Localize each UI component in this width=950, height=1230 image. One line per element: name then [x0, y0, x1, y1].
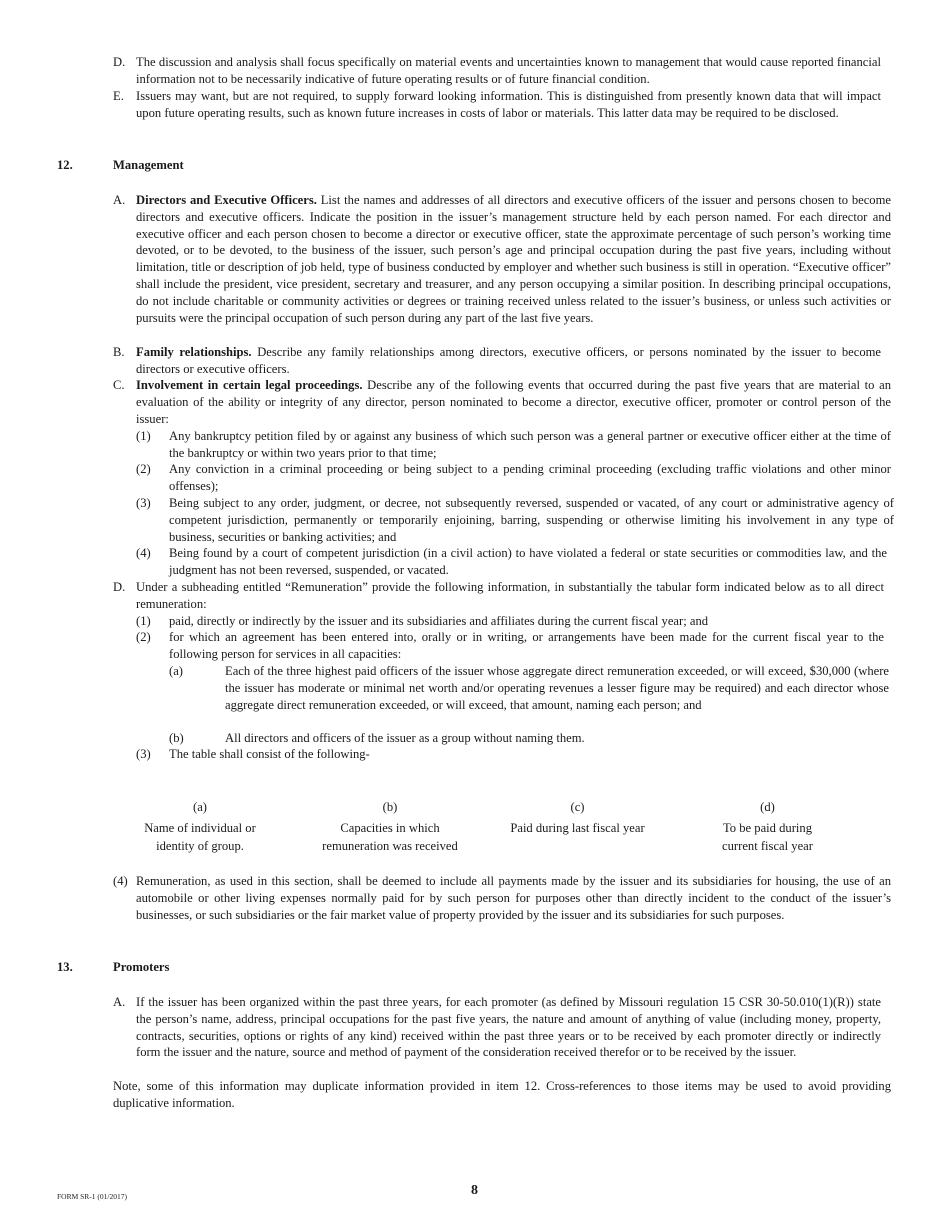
s12-d-item-2a-text: Each of the three highest paid officers of the issuer whose aggregate direct remuneration exceeded, or will exceed, $30,000 (where the issuer has moderate or minimal net worth and/or operating revenues a lesser figure may be required) and each director whose aggregate direct remuneration exceeded, or will exceed, that amount, naming each person; and	[225, 664, 889, 712]
s12-d-item-1-text: paid, directly or indirectly by the issuer and its subsidiaries and affiliates during the current fiscal year; and	[169, 614, 709, 628]
section-12-number: 12.	[57, 158, 73, 172]
section-13-title: Promoters	[113, 960, 170, 974]
s12-d-item-2b-text: All directors and officers of the issuer as a group without naming them.	[225, 731, 585, 745]
s12-c-item-2-text: Any conviction in a criminal proceeding or being subject to a pending criminal proceeding (excluding traffic violations and other minor offenses);	[169, 462, 891, 493]
s12-d-item-3-label: (3)	[136, 747, 151, 761]
table-column-d-line1: To be paid during	[722, 820, 812, 835]
table-column-a	[120, 799, 280, 854]
s12-d-item-3-text: The table shall consist of the following-	[169, 747, 370, 761]
s12-d-item-2-label: (2)	[136, 630, 151, 644]
s12-c-heading: Involvement in certain legal proceedings.	[136, 378, 363, 392]
s13-note: Note, some of this information may duplicate information provided in item 12. Cross-references to those items may be used to avoid providing duplicative information.	[113, 1079, 891, 1110]
table-column-b-line1: Capacities in which	[340, 820, 440, 835]
para-e-label: E.	[113, 89, 124, 103]
s12-d-label: D.	[113, 580, 126, 594]
section-12-title: Management	[113, 158, 184, 172]
s12-a-paragraph	[136, 192, 891, 326]
table-column-a-line1: Name of individual or	[144, 820, 256, 835]
s12-c-item-2-label: (2)	[136, 462, 151, 476]
para-e-text: Issuers may want, but are not required, to supply forward looking information. This is distinguished from presently known data that will impact upon future operating results, such as known future increases in costs of labor or materials. This latter data may be required to be disclosed.	[136, 89, 881, 120]
s12-c-item-4-label: (4)	[136, 546, 151, 560]
table-column-c-letter: (c)	[570, 800, 585, 814]
s12-d-item-4-text: Remuneration, as used in this section, shall be deemed to include all payments made by the issuer and its subsidiaries for housing, the use of an automobile or other living expenses normally paid for by such person for purposes other than directly incident to the conduct of the issuer’s businesses, or such subsidiaries or the fair market value of property provided by the issuer and its subsidiaries for such purposes.	[136, 874, 891, 922]
table-column-b-line2: remuneration was received	[322, 838, 458, 853]
table-column-d-letter: (d)	[760, 800, 775, 814]
s12-d-text: Under a subheading entitled “Remuneration” provide the following information, in substantially the tabular form indicated below as to all direct remuneration:	[136, 580, 884, 611]
s12-c-item-3-text: Being subject to any order, judgment, or decree, not subsequently reversed, suspended or vacated, of any court or administrative agency of competent jurisdiction, permanently or temporarily enjoining, barring, suspending or otherwise limiting his involvement in any type of business, securities or banking activities; and	[169, 496, 894, 544]
table-column-a-line2: identity of group.	[156, 838, 244, 853]
s12-d-item-2-text: for which an agreement has been entered into, orally or in writing, or arrangements have been made for the current fiscal year to the following person for services in all capacities:	[169, 630, 884, 661]
s12-d-item-2b-label: (b)	[169, 731, 184, 745]
s12-c-item-3-label: (3)	[136, 496, 151, 510]
s12-c-item-4-text: Being found by a court of competent jurisdiction (in a civil action) to have violated a federal or state securities or commodities law, and the judgment has not been reversed, suspended, or vacated.	[169, 546, 887, 577]
s12-b-heading: Family relationships.	[136, 345, 252, 359]
s13-a-label: A.	[113, 995, 126, 1009]
s12-a-text: List the names and addresses of all directors and executive officers of the issuer and persons chosen to become directors and executive officers. Indicate the position in the issuer’s management structure held by each person named. For each director and executive officer and each person chosen to become a director or executive officer, state the approximate percentage of such person’s working time devoted, or to be devoted, to the business of the issuer, such person’s age and principal occupation during the past five years, including without limitation, title or description of job held, type of business conducted by employer and whether such business is still in operation. “Executive officer” shall include the president, vice president, secretary and treasurer, and any person occupying a similar position. In describing principal occupations, do not include charitable or community activities or degrees or training received unless related to the issuer’s business, or unless such activities or pursuits were the principal occupation of such person during any part of the last five years.	[136, 193, 891, 325]
para-d-label: D.	[113, 55, 126, 69]
table-column-c	[490, 799, 665, 838]
s12-b-text: Describe any family relationships among directors, executive officers, or persons nominated by the issuer to become directors or executive officers.	[136, 345, 882, 376]
s12-d-item-1-label: (1)	[136, 614, 151, 628]
s12-c-item-1-text: Any bankruptcy petition filed by or against any business of which such person was a general partner or executive officer either at the time of the bankruptcy or within two years prior to that time;	[169, 429, 891, 460]
s12-a-heading: Directors and Executive Officers.	[136, 193, 317, 207]
table-column-b-letter: (b)	[382, 800, 398, 814]
s12-b-label: B.	[113, 345, 125, 359]
s12-b-paragraph	[136, 344, 881, 378]
s12-c-paragraph	[136, 377, 891, 427]
s13-a-text: If the issuer has been organized within the past three years, for each promoter (as defined by Missouri regulation 15 CSR 30-50.010(1)(R)) state the person’s name, address, principal occupations for the past five years, the nature and amount of anything of value (including money, property, contracts, securities, options or rights of any kind) received within the past three years or to be received by each promoter directly or indirectly form the issuer and the nature, source and method of payment of the consideration received therefor or to be received by the issuer.	[136, 995, 881, 1060]
page-number: 8	[471, 1183, 478, 1198]
s12-c-label: C.	[113, 378, 125, 392]
s12-a-label: A.	[113, 193, 126, 207]
table-column-d-line2: current fiscal year	[722, 838, 813, 853]
table-column-d	[690, 799, 845, 854]
table-column-b	[300, 799, 480, 854]
section-13-number: 13.	[57, 960, 73, 974]
s12-c-text: Describe any of the following events that occurred during the past five years that are material to an evaluation of the ability or integrity of any director, person nominated to become a director, executive officer, promoter or control person of the issuer:	[136, 378, 891, 426]
s12-c-item-1-label: (1)	[136, 429, 151, 443]
table-column-a-letter: (a)	[193, 800, 207, 814]
table-column-c-line1: Paid during last fiscal year	[510, 820, 645, 835]
form-footer-label: FORM SR-1 (01/2017)	[57, 1192, 128, 1201]
s12-d-item-4-label: (4)	[113, 874, 128, 888]
para-d-text: The discussion and analysis shall focus specifically on material events and uncertainties known to management that would cause reported financial information not to be necessarily indicative of future operating results or of future financial condition.	[136, 55, 881, 86]
s12-d-item-2a-label: (a)	[169, 664, 183, 678]
